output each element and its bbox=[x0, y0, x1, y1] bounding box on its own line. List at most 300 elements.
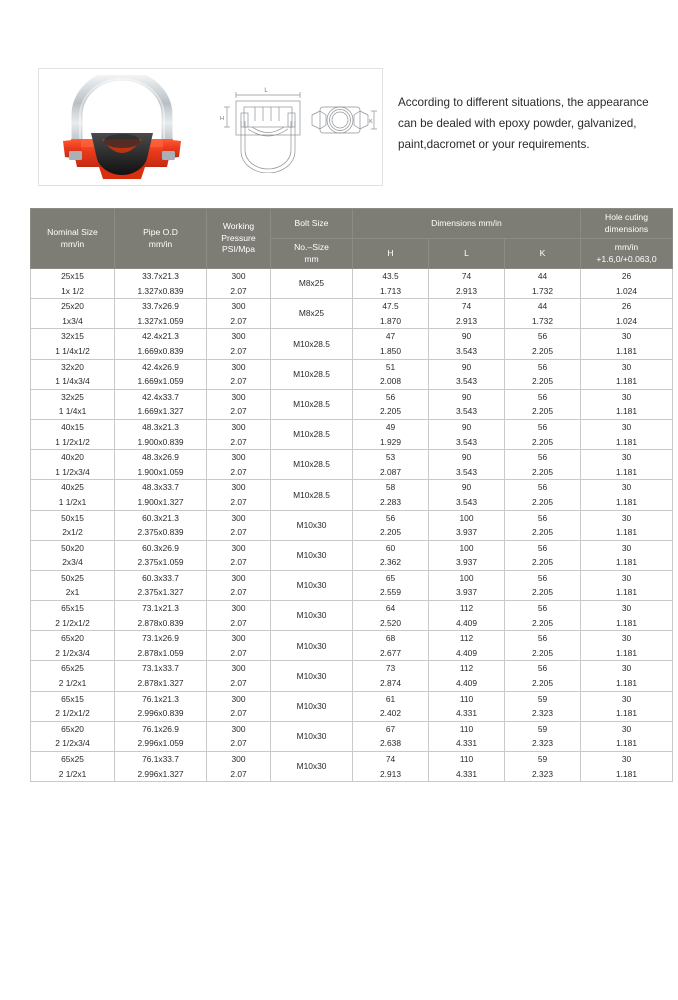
nominal-size-value: 40x25 1 1/2x1 bbox=[58, 482, 87, 507]
specification-table bbox=[30, 208, 673, 782]
dim-h-value: 67 2.638 bbox=[380, 723, 401, 749]
hole-cuting-value: 30 1.181 bbox=[616, 512, 637, 538]
header-pipe-od-unit: mm/in bbox=[148, 238, 173, 249]
cell-nominal-size bbox=[31, 691, 115, 721]
table-row bbox=[31, 601, 673, 631]
cell-dim-h bbox=[353, 419, 429, 449]
cell-bolt-size: M10x30 bbox=[271, 721, 353, 751]
header-bolt-size-sub-l1: No.–Size bbox=[294, 242, 329, 252]
nominal-size-value: 65x15 2 1/2x1/2 bbox=[55, 603, 90, 628]
cell-working-pressure bbox=[207, 601, 271, 631]
cell-hole-cuting bbox=[581, 661, 673, 691]
pipe-od-value: 60.3x26.9 2.375x1.059 bbox=[137, 542, 184, 568]
cell-dim-l bbox=[429, 752, 505, 782]
hole-cuting-value: 30 1.181 bbox=[616, 723, 637, 749]
cell-bolt-size: M10x30 bbox=[271, 510, 353, 540]
dim-k-value: 59 2.323 bbox=[532, 754, 553, 779]
working-pressure-value: 300 2.07 bbox=[230, 603, 247, 628]
pipe-od-value: 42.4x21.3 1.669x0.839 bbox=[137, 331, 184, 356]
cell-pipe-od bbox=[115, 450, 207, 480]
dim-h-value: 58 2.283 bbox=[380, 482, 401, 507]
working-pressure-value: 300 2.07 bbox=[230, 271, 247, 296]
dim-h-value: 43.5 1.713 bbox=[380, 271, 401, 296]
technical-drawing bbox=[204, 69, 382, 185]
cell-working-pressure bbox=[207, 389, 271, 419]
cell-pipe-od bbox=[115, 389, 207, 419]
header-dim-l: L bbox=[429, 239, 505, 269]
dim-l-value: 90 3.543 bbox=[456, 452, 477, 477]
dim-k-value: 59 2.323 bbox=[532, 723, 553, 749]
cell-bolt-size: M8x25 bbox=[271, 299, 353, 329]
dim-k-value: 56 2.205 bbox=[532, 512, 553, 538]
cell-bolt-size: M10x30 bbox=[271, 631, 353, 661]
cell-dim-h bbox=[353, 389, 429, 419]
cell-dim-h bbox=[353, 691, 429, 721]
cell-working-pressure bbox=[207, 540, 271, 570]
cell-dim-k bbox=[505, 661, 581, 691]
cell-dim-h bbox=[353, 752, 429, 782]
cell-hole-cuting bbox=[581, 299, 673, 329]
cell-dim-l bbox=[429, 631, 505, 661]
cell-working-pressure bbox=[207, 269, 271, 299]
header-nominal-size-label: Nominal Size bbox=[47, 227, 98, 237]
cell-hole-cuting bbox=[581, 510, 673, 540]
cell-hole-cuting bbox=[581, 359, 673, 389]
dimension-drawing-icon bbox=[208, 81, 378, 173]
table-row bbox=[31, 269, 673, 299]
working-pressure-value: 300 2.07 bbox=[230, 331, 247, 356]
table-row bbox=[31, 752, 673, 782]
cell-nominal-size bbox=[31, 359, 115, 389]
working-pressure-value: 300 2.07 bbox=[230, 361, 247, 387]
table-row bbox=[31, 299, 673, 329]
nominal-size-value: 65x20 2 1/2x3/4 bbox=[55, 633, 90, 658]
cell-pipe-od bbox=[115, 510, 207, 540]
hole-cuting-value: 30 1.181 bbox=[616, 633, 637, 658]
dim-l-value: 100 3.937 bbox=[456, 512, 477, 538]
header-working-pressure-l2: Pressure bbox=[221, 232, 256, 243]
dim-l-value: 110 4.331 bbox=[456, 754, 477, 779]
cell-dim-k bbox=[505, 601, 581, 631]
dim-h-value: 61 2.402 bbox=[380, 693, 401, 719]
cell-working-pressure bbox=[207, 661, 271, 691]
dim-k-value: 56 2.205 bbox=[532, 633, 553, 658]
cell-nominal-size bbox=[31, 661, 115, 691]
nominal-size-value: 65x20 2 1/2x3/4 bbox=[55, 723, 90, 749]
dim-l-value: 100 3.937 bbox=[456, 542, 477, 568]
dim-l-value: 112 4.409 bbox=[456, 603, 477, 628]
pipe-od-value: 33.7x26.9 1.327x1.059 bbox=[137, 301, 184, 326]
hole-cuting-value: 30 1.181 bbox=[616, 331, 637, 356]
nominal-size-value: 50x20 2x3/4 bbox=[61, 542, 84, 568]
dim-k-value: 56 2.205 bbox=[532, 421, 553, 447]
pipe-od-value: 73.1x21.3 2.878x0.839 bbox=[137, 603, 184, 628]
working-pressure-value: 300 2.07 bbox=[230, 301, 247, 326]
pipe-od-value: 42.4x33.7 1.669x1.327 bbox=[137, 391, 184, 417]
cell-pipe-od bbox=[115, 540, 207, 570]
working-pressure-value: 300 2.07 bbox=[230, 633, 247, 658]
table-header-row-1 bbox=[31, 209, 673, 239]
cell-dim-h bbox=[353, 540, 429, 570]
cell-bolt-size: M10x28.5 bbox=[271, 419, 353, 449]
hole-cuting-value: 26 1.024 bbox=[616, 301, 637, 326]
header-bolt-size-sub-l2: mm bbox=[304, 253, 319, 264]
working-pressure-value: 300 2.07 bbox=[230, 663, 247, 689]
working-pressure-value: 300 2.07 bbox=[230, 754, 247, 779]
dim-k-value: 56 2.205 bbox=[532, 572, 553, 598]
dim-h-value: 53 2.087 bbox=[380, 452, 401, 477]
pipe-od-value: 76.1x21.3 2.996x0.839 bbox=[137, 693, 184, 719]
header-nominal-size bbox=[31, 209, 115, 269]
table-row bbox=[31, 419, 673, 449]
dim-h-value: 65 2.559 bbox=[380, 572, 401, 598]
dim-h-value: 68 2.677 bbox=[380, 633, 401, 658]
pipe-od-value: 48.3x33.7 1.900x1.327 bbox=[137, 482, 184, 507]
cell-nominal-size bbox=[31, 450, 115, 480]
cell-working-pressure bbox=[207, 359, 271, 389]
pipe-od-value: 33.7x21.3 1.327x0.839 bbox=[137, 271, 184, 296]
cell-dim-l bbox=[429, 450, 505, 480]
cell-bolt-size: M8x25 bbox=[271, 269, 353, 299]
dim-k-value: 56 2.205 bbox=[532, 542, 553, 568]
dim-k-value: 56 2.205 bbox=[532, 391, 553, 417]
header-dim-k: K bbox=[505, 239, 581, 269]
cell-pipe-od bbox=[115, 359, 207, 389]
dim-h-value: 64 2.520 bbox=[380, 603, 401, 628]
working-pressure-value: 300 2.07 bbox=[230, 512, 247, 538]
hole-cuting-value: 30 1.181 bbox=[616, 452, 637, 477]
working-pressure-value: 300 2.07 bbox=[230, 723, 247, 749]
hole-cuting-value: 30 1.181 bbox=[616, 542, 637, 568]
cell-dim-h bbox=[353, 480, 429, 510]
header-working-pressure bbox=[207, 209, 271, 269]
cell-dim-k bbox=[505, 721, 581, 751]
dim-k-value: 56 2.205 bbox=[532, 361, 553, 387]
cell-pipe-od bbox=[115, 419, 207, 449]
dim-l-value: 90 3.543 bbox=[456, 421, 477, 447]
cell-pipe-od bbox=[115, 721, 207, 751]
working-pressure-value: 300 2.07 bbox=[230, 572, 247, 598]
hole-cuting-value: 30 1.181 bbox=[616, 572, 637, 598]
cell-dim-k bbox=[505, 510, 581, 540]
cell-hole-cuting bbox=[581, 601, 673, 631]
cell-nominal-size bbox=[31, 480, 115, 510]
cell-working-pressure bbox=[207, 510, 271, 540]
cell-bolt-size: M10x30 bbox=[271, 661, 353, 691]
dim-label-H: H bbox=[220, 116, 224, 122]
cell-working-pressure bbox=[207, 570, 271, 600]
cell-dim-h bbox=[353, 450, 429, 480]
cell-dim-l bbox=[429, 299, 505, 329]
cell-working-pressure bbox=[207, 419, 271, 449]
hole-cuting-value: 30 1.181 bbox=[616, 754, 637, 779]
cell-dim-k bbox=[505, 752, 581, 782]
cell-dim-l bbox=[429, 570, 505, 600]
dim-k-value: 56 2.205 bbox=[532, 452, 553, 477]
working-pressure-value: 300 2.07 bbox=[230, 693, 247, 719]
nominal-size-value: 65x15 2 1/2x1/2 bbox=[55, 693, 90, 719]
dim-h-value: 47 1.850 bbox=[380, 331, 401, 356]
cell-working-pressure bbox=[207, 450, 271, 480]
cell-pipe-od bbox=[115, 691, 207, 721]
cell-dim-h bbox=[353, 601, 429, 631]
cell-bolt-size: M10x30 bbox=[271, 752, 353, 782]
table-row bbox=[31, 691, 673, 721]
cell-bolt-size: M10x28.5 bbox=[271, 480, 353, 510]
cell-hole-cuting bbox=[581, 631, 673, 661]
cell-dim-h bbox=[353, 721, 429, 751]
cell-pipe-od bbox=[115, 631, 207, 661]
cell-dim-k bbox=[505, 570, 581, 600]
cell-dim-k bbox=[505, 691, 581, 721]
cell-dim-k bbox=[505, 540, 581, 570]
working-pressure-value: 300 2.07 bbox=[230, 421, 247, 447]
cell-hole-cuting bbox=[581, 269, 673, 299]
cell-dim-l bbox=[429, 419, 505, 449]
cell-nominal-size bbox=[31, 389, 115, 419]
table-row bbox=[31, 389, 673, 419]
product-photo bbox=[39, 69, 204, 185]
dim-k-value: 56 2.205 bbox=[532, 603, 553, 628]
description-text: According to different situations, the appearance can be dealed with epoxy powder, galvanized, paint,dacromet or your requirements. bbox=[398, 96, 649, 151]
cell-nominal-size bbox=[31, 631, 115, 661]
dim-l-value: 90 3.543 bbox=[456, 331, 477, 356]
cell-working-pressure bbox=[207, 299, 271, 329]
dim-k-value: 44 1.732 bbox=[532, 271, 553, 296]
dim-label-L: L bbox=[264, 88, 268, 94]
cell-dim-k bbox=[505, 631, 581, 661]
cell-dim-l bbox=[429, 389, 505, 419]
dim-l-value: 74 2.913 bbox=[456, 301, 477, 326]
nominal-size-value: 50x15 2x1/2 bbox=[61, 512, 84, 538]
nominal-size-value: 32x25 1 1/4x1 bbox=[58, 391, 87, 417]
pipe-od-value: 60.3x21.3 2.375x0.839 bbox=[137, 512, 184, 538]
cell-dim-k bbox=[505, 389, 581, 419]
cell-nominal-size bbox=[31, 329, 115, 359]
cell-working-pressure bbox=[207, 691, 271, 721]
cell-pipe-od bbox=[115, 269, 207, 299]
header-hole-cuting bbox=[581, 209, 673, 239]
header-bolt-size bbox=[271, 209, 353, 239]
dim-l-value: 110 4.331 bbox=[456, 693, 477, 719]
table-row bbox=[31, 631, 673, 661]
pipe-od-value: 48.3x21.3 1.900x0.839 bbox=[137, 421, 184, 447]
cell-dim-h bbox=[353, 510, 429, 540]
nominal-size-value: 50x25 2x1 bbox=[61, 572, 84, 598]
table-row bbox=[31, 510, 673, 540]
cell-dim-k bbox=[505, 419, 581, 449]
dim-l-value: 90 3.543 bbox=[456, 361, 477, 387]
cell-working-pressure bbox=[207, 480, 271, 510]
cell-pipe-od bbox=[115, 480, 207, 510]
cell-hole-cuting bbox=[581, 691, 673, 721]
cell-dim-l bbox=[429, 510, 505, 540]
working-pressure-value: 300 2.07 bbox=[230, 542, 247, 568]
cell-hole-cuting bbox=[581, 389, 673, 419]
header-dimensions-label: Dimensions mm/in bbox=[431, 217, 502, 228]
hole-cuting-value: 30 1.181 bbox=[616, 663, 637, 689]
header-pipe-od bbox=[115, 209, 207, 269]
nominal-size-value: 65x25 2 1/2x1 bbox=[58, 754, 87, 779]
dim-k-value: 56 2.205 bbox=[532, 331, 553, 356]
cell-dim-k bbox=[505, 450, 581, 480]
table-row bbox=[31, 661, 673, 691]
table-row bbox=[31, 540, 673, 570]
cell-pipe-od bbox=[115, 661, 207, 691]
pipe-od-value: 76.1x33.7 2.996x1.327 bbox=[137, 754, 184, 779]
header-hole-cuting-sub-l2: +1.6,0/+0.063,0 bbox=[596, 253, 657, 264]
table-row bbox=[31, 329, 673, 359]
cell-bolt-size: M10x28.5 bbox=[271, 359, 353, 389]
header-dimensions bbox=[353, 209, 581, 239]
cell-dim-h bbox=[353, 570, 429, 600]
cell-dim-l bbox=[429, 329, 505, 359]
table-body bbox=[31, 269, 673, 782]
cell-hole-cuting bbox=[581, 480, 673, 510]
cell-bolt-size: M10x28.5 bbox=[271, 329, 353, 359]
pipe-od-value: 42.4x26.9 1.669x1.059 bbox=[137, 361, 184, 387]
cell-bolt-size: M10x30 bbox=[271, 540, 353, 570]
cell-bolt-size: M10x28.5 bbox=[271, 450, 353, 480]
pipe-od-value: 73.1x26.9 2.878x1.059 bbox=[137, 633, 184, 658]
dim-l-value: 90 3.543 bbox=[456, 482, 477, 507]
nominal-size-value: 65x25 2 1/2x1 bbox=[58, 663, 87, 689]
table-row bbox=[31, 359, 673, 389]
header-nominal-size-unit: mm/in bbox=[60, 238, 85, 249]
header-hole-cuting-l1: Hole cuting bbox=[605, 212, 648, 222]
header-bolt-size-sub bbox=[271, 239, 353, 269]
cell-hole-cuting bbox=[581, 721, 673, 751]
dim-h-value: 74 2.913 bbox=[380, 754, 401, 779]
dim-k-value: 56 2.205 bbox=[532, 663, 553, 689]
cell-pipe-od bbox=[115, 299, 207, 329]
nominal-size-value: 40x15 1 1/2x1/2 bbox=[55, 421, 90, 447]
cell-dim-l bbox=[429, 480, 505, 510]
cell-dim-l bbox=[429, 691, 505, 721]
cell-bolt-size: M10x30 bbox=[271, 570, 353, 600]
dim-l-value: 90 3.543 bbox=[456, 391, 477, 417]
dim-label-K: K bbox=[369, 119, 373, 125]
cell-nominal-size bbox=[31, 540, 115, 570]
cell-dim-k bbox=[505, 329, 581, 359]
table-row bbox=[31, 480, 673, 510]
dim-k-value: 56 2.205 bbox=[532, 482, 553, 507]
header-dim-h: H bbox=[353, 239, 429, 269]
cell-nominal-size bbox=[31, 510, 115, 540]
cell-nominal-size bbox=[31, 269, 115, 299]
hole-cuting-value: 30 1.181 bbox=[616, 482, 637, 507]
cell-nominal-size bbox=[31, 299, 115, 329]
nominal-size-value: 25x15 1x 1/2 bbox=[61, 271, 84, 296]
cell-pipe-od bbox=[115, 752, 207, 782]
hole-cuting-value: 30 1.181 bbox=[616, 421, 637, 447]
header-pipe-od-label: Pipe O.D bbox=[143, 227, 178, 237]
cell-hole-cuting bbox=[581, 570, 673, 600]
cell-dim-h bbox=[353, 269, 429, 299]
cell-hole-cuting bbox=[581, 419, 673, 449]
pipe-od-value: 73.1x33.7 2.878x1.327 bbox=[137, 663, 184, 689]
cell-hole-cuting bbox=[581, 329, 673, 359]
cell-nominal-size bbox=[31, 419, 115, 449]
pipe-od-value: 76.1x26.9 2.996x1.059 bbox=[137, 723, 184, 749]
dim-k-value: 44 1.732 bbox=[532, 301, 553, 326]
cell-dim-l bbox=[429, 601, 505, 631]
table-row bbox=[31, 450, 673, 480]
cell-dim-l bbox=[429, 721, 505, 751]
cell-dim-l bbox=[429, 359, 505, 389]
nominal-size-value: 25x20 1x3/4 bbox=[61, 301, 84, 326]
cell-dim-l bbox=[429, 661, 505, 691]
cell-pipe-od bbox=[115, 329, 207, 359]
cell-bolt-size: M10x28.5 bbox=[271, 389, 353, 419]
cell-dim-h bbox=[353, 299, 429, 329]
dim-h-value: 47.5 1.870 bbox=[380, 301, 401, 326]
cell-hole-cuting bbox=[581, 450, 673, 480]
cell-hole-cuting bbox=[581, 540, 673, 570]
cell-dim-h bbox=[353, 631, 429, 661]
cell-hole-cuting bbox=[581, 752, 673, 782]
dim-h-value: 60 2.362 bbox=[380, 542, 401, 568]
table-row bbox=[31, 721, 673, 751]
cell-dim-k bbox=[505, 480, 581, 510]
table-row bbox=[31, 570, 673, 600]
working-pressure-value: 300 2.07 bbox=[230, 482, 247, 507]
cell-pipe-od bbox=[115, 601, 207, 631]
cell-dim-l bbox=[429, 269, 505, 299]
cell-nominal-size bbox=[31, 752, 115, 782]
hole-cuting-value: 30 1.181 bbox=[616, 603, 637, 628]
dim-l-value: 74 2.913 bbox=[456, 271, 477, 296]
cell-nominal-size bbox=[31, 721, 115, 751]
cell-nominal-size bbox=[31, 601, 115, 631]
hole-cuting-value: 30 1.181 bbox=[616, 693, 637, 719]
nominal-size-value: 32x20 1 1/4x3/4 bbox=[55, 361, 90, 387]
cell-nominal-size bbox=[31, 570, 115, 600]
cell-bolt-size: M10x30 bbox=[271, 601, 353, 631]
dim-h-value: 51 2.008 bbox=[380, 361, 401, 387]
nominal-size-value: 40x20 1 1/2x3/4 bbox=[55, 452, 90, 477]
header-working-pressure-l3: PSI/Mpa bbox=[222, 244, 255, 255]
header-hole-cuting-sub-l1: mm/in bbox=[614, 242, 639, 252]
dim-l-value: 112 4.409 bbox=[456, 633, 477, 658]
pipe-od-value: 48.3x26.9 1.900x1.059 bbox=[137, 452, 184, 477]
dim-k-value: 59 2.323 bbox=[532, 693, 553, 719]
dim-l-value: 112 4.409 bbox=[456, 663, 477, 689]
cell-dim-h bbox=[353, 661, 429, 691]
cell-working-pressure bbox=[207, 631, 271, 661]
cell-dim-h bbox=[353, 329, 429, 359]
pipe-clamp-photo-icon bbox=[47, 75, 197, 179]
dim-h-value: 56 2.205 bbox=[380, 512, 401, 538]
working-pressure-value: 300 2.07 bbox=[230, 391, 247, 417]
nominal-size-value: 32x15 1 1/4x1/2 bbox=[55, 331, 90, 356]
dim-l-value: 100 3.937 bbox=[456, 572, 477, 598]
cell-working-pressure bbox=[207, 752, 271, 782]
header-bolt-size-label: Bolt Size bbox=[294, 217, 329, 228]
cell-dim-k bbox=[505, 359, 581, 389]
cell-dim-k bbox=[505, 299, 581, 329]
dim-h-value: 56 2.205 bbox=[380, 391, 401, 417]
hole-cuting-value: 30 1.181 bbox=[616, 391, 637, 417]
cell-dim-k bbox=[505, 269, 581, 299]
hole-cuting-value: 30 1.181 bbox=[616, 361, 637, 387]
pipe-od-value: 60.3x33.7 2.375x1.327 bbox=[137, 572, 184, 598]
dim-h-value: 49 1.929 bbox=[380, 421, 401, 447]
header-hole-cuting-sub bbox=[581, 239, 673, 269]
cell-bolt-size: M10x30 bbox=[271, 691, 353, 721]
cell-working-pressure bbox=[207, 721, 271, 751]
cell-dim-h bbox=[353, 359, 429, 389]
